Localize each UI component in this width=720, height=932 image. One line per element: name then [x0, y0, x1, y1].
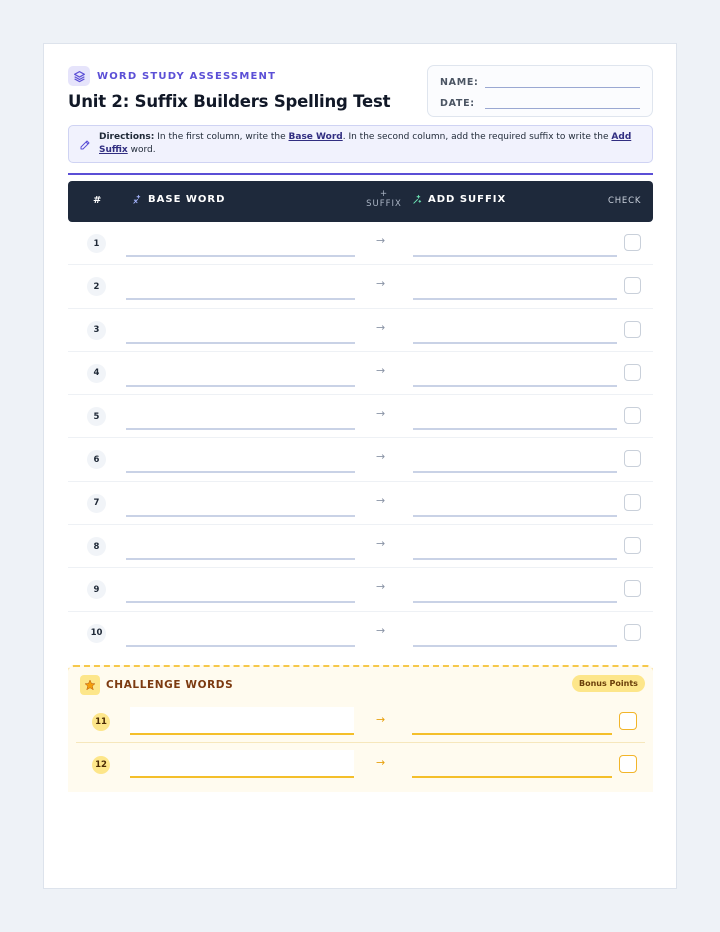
challenge-check-box[interactable]: [619, 712, 637, 730]
column-base-word-label: BASE WORD: [148, 194, 226, 205]
column-check: CHECK: [608, 196, 642, 206]
arrow-right-icon: →: [376, 580, 386, 594]
term-add-suffix: Add Suffix: [99, 132, 632, 155]
row-number: 3: [87, 321, 106, 340]
suffix-label: SUFFIX: [366, 199, 402, 209]
pencil-icon: [79, 136, 91, 155]
check-box[interactable]: [624, 624, 641, 641]
table-row: [68, 482, 653, 525]
table-row: [68, 309, 653, 352]
directions-text: [99, 131, 644, 156]
base-word-field[interactable]: [126, 645, 355, 647]
row-number: 5: [87, 407, 106, 426]
row-number: 10: [87, 624, 106, 643]
challenge-add-suffix-field[interactable]: [412, 707, 612, 735]
kicker: [68, 66, 276, 86]
name-field[interactable]: [485, 78, 640, 88]
star-icon: [80, 675, 100, 695]
term-base-word: Base Word: [288, 132, 343, 142]
base-word-field[interactable]: [126, 471, 355, 473]
add-suffix-field[interactable]: [413, 515, 617, 517]
add-suffix-field[interactable]: [413, 342, 617, 344]
check-box[interactable]: [624, 494, 641, 511]
add-suffix-field[interactable]: [413, 471, 617, 473]
challenge-row: [76, 744, 645, 786]
column-add-suffix-label: ADD SUFFIX: [428, 194, 507, 205]
row-number: 9: [87, 580, 106, 599]
base-word-field[interactable]: [126, 255, 355, 257]
arrow-right-icon: →: [376, 623, 386, 637]
arrow-right-icon: →: [376, 234, 386, 247]
date-label: DATE:: [440, 98, 475, 109]
page-title: Unit 2: Suffix Builders Spelling Test: [68, 92, 391, 111]
directions-lead: Directions:: [99, 132, 155, 142]
table-row: [68, 352, 653, 395]
row-number: 2: [87, 277, 106, 296]
name-row: [440, 74, 640, 88]
add-suffix-field[interactable]: [413, 645, 617, 647]
arrow-right-icon: →: [376, 493, 386, 507]
challenge-base-word-field[interactable]: [130, 707, 354, 735]
layers-icon: [68, 66, 90, 86]
directions-part: . In the second column, add the required suffix to write the: [342, 132, 612, 142]
suffix-plus: +: [379, 189, 389, 199]
add-suffix-field[interactable]: [413, 558, 617, 560]
directions-box: [68, 125, 653, 163]
word-rows: [68, 222, 653, 655]
base-word-field[interactable]: [126, 342, 355, 344]
check-box[interactable]: [624, 277, 641, 294]
table-row: [68, 525, 653, 568]
table-row: [68, 395, 653, 438]
directions-part: word.: [127, 144, 156, 155]
challenge-section: [68, 665, 653, 792]
arrow-right-icon: →: [376, 537, 386, 551]
base-word-field[interactable]: [126, 558, 355, 560]
add-suffix-field[interactable]: [413, 601, 617, 603]
assessment-kicker: WORD STUDY ASSESSMENT: [97, 70, 277, 82]
table-row: [68, 265, 653, 308]
arrow-right-icon: →: [376, 407, 386, 421]
challenge-row-number: 12: [92, 756, 110, 774]
name-label: NAME:: [440, 77, 479, 88]
column-base-word: [132, 194, 225, 205]
add-suffix-field[interactable]: [413, 298, 617, 300]
sparkle-icon: [132, 194, 143, 205]
table-row: [68, 438, 653, 481]
check-box[interactable]: [624, 234, 641, 251]
arrow-right-icon: →: [376, 450, 386, 464]
table-row: [68, 612, 653, 655]
base-word-field[interactable]: [126, 515, 355, 517]
challenge-row-number: 11: [92, 713, 110, 731]
worksheet: [43, 43, 677, 889]
check-box[interactable]: [624, 321, 641, 338]
challenge-add-suffix-field[interactable]: [412, 750, 612, 778]
add-suffix-field[interactable]: [413, 385, 617, 387]
check-box[interactable]: [624, 580, 641, 597]
table-row: [68, 222, 653, 265]
column-number: #: [93, 195, 103, 206]
challenge-title: CHALLENGE WORDS: [106, 679, 234, 691]
challenge-header: [80, 675, 233, 695]
check-box[interactable]: [624, 364, 641, 381]
table-header: [68, 181, 653, 222]
table-row: [68, 568, 653, 611]
challenge-check-box[interactable]: [619, 755, 637, 773]
arrow-right-icon: →: [376, 277, 386, 291]
arrow-right-icon: →: [376, 756, 386, 769]
date-row: [440, 95, 640, 109]
accent-divider: [68, 173, 653, 175]
arrow-right-icon: →: [376, 320, 386, 334]
base-word-field[interactable]: [126, 385, 355, 387]
arrow-right-icon: →: [376, 713, 386, 726]
row-number: 6: [87, 450, 106, 469]
student-info-box: [427, 65, 653, 117]
row-number: 8: [87, 537, 106, 556]
date-field[interactable]: [485, 99, 640, 109]
add-suffix-field[interactable]: [413, 255, 617, 257]
check-box[interactable]: [624, 537, 641, 554]
challenge-base-word-field[interactable]: [130, 750, 354, 778]
row-number: 7: [87, 494, 106, 513]
base-word-field[interactable]: [126, 601, 355, 603]
base-word-field[interactable]: [126, 428, 355, 430]
directions-part: In the first column, write the: [154, 132, 289, 142]
add-suffix-field[interactable]: [413, 428, 617, 430]
bonus-badge: Bonus Points: [572, 675, 645, 692]
column-suffix: [364, 189, 404, 209]
arrow-right-icon: →: [376, 363, 386, 377]
challenge-row: [76, 701, 645, 743]
column-add-suffix: [412, 194, 506, 205]
row-number: 1: [87, 234, 106, 253]
check-box[interactable]: [624, 407, 641, 424]
row-number: 4: [87, 364, 106, 383]
base-word-field[interactable]: [126, 298, 355, 300]
sparkle-icon: [412, 194, 423, 205]
check-box[interactable]: [624, 450, 641, 467]
